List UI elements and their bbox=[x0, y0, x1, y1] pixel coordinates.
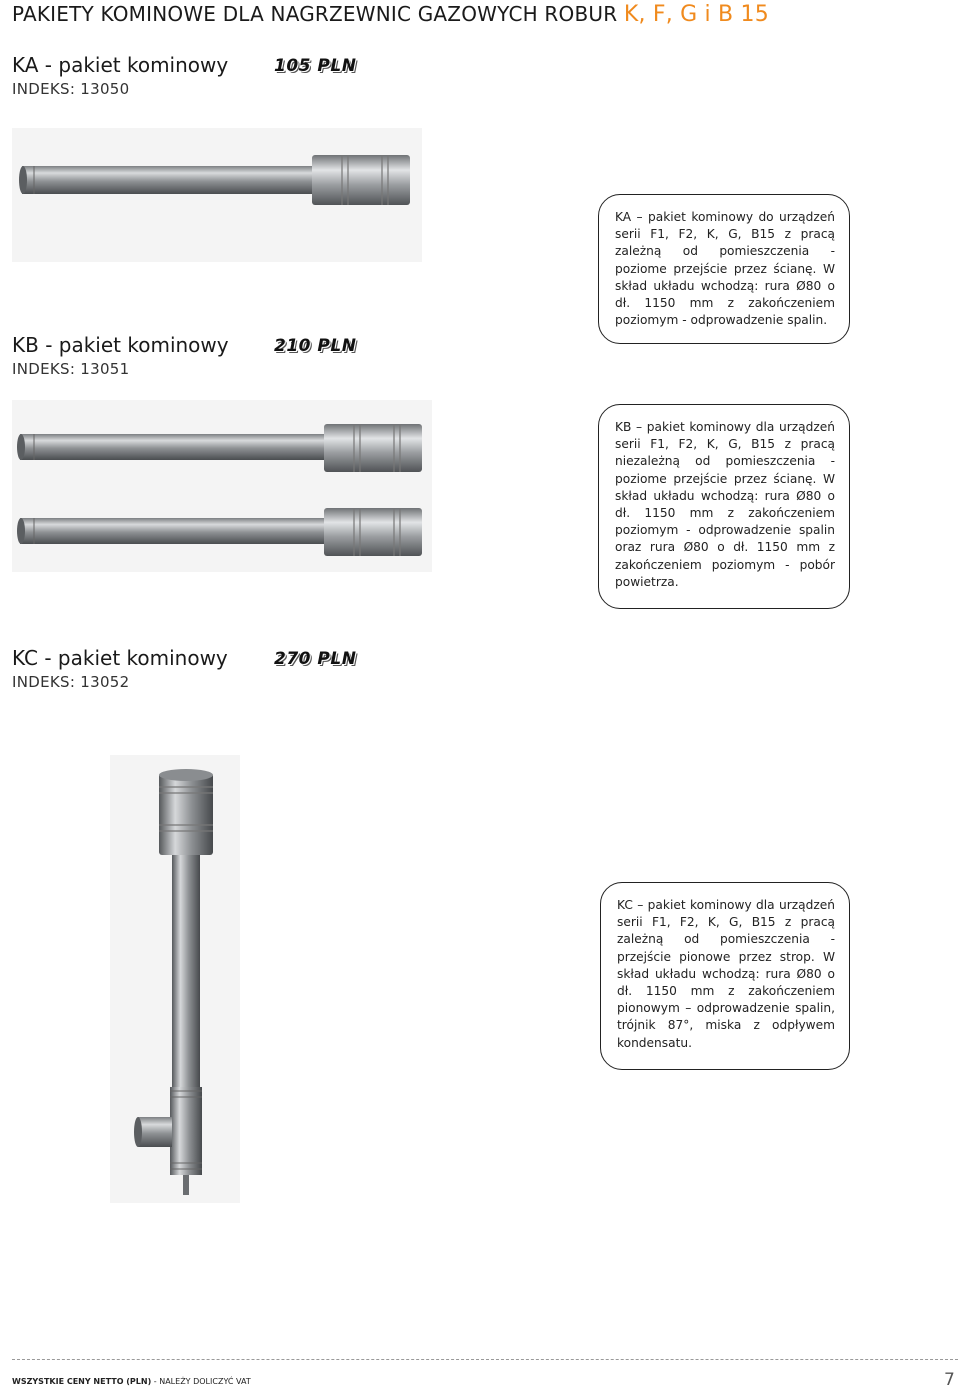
description-box-ka: KA – pakiet kominowy do urządzeń serii F1, F2, K, G, B15 z pracą zależną od pomieszczenia - poziome przejście przez ścianę. W skład układu wchodzą: rura Ø80 o dł. 1150 mm z zakończeniem poziomym - odprowadzenie spalin. bbox=[598, 194, 850, 344]
product-image-kb bbox=[12, 400, 432, 572]
product-price-kc: 270 PLN bbox=[274, 649, 357, 669]
product-image-kc bbox=[110, 755, 240, 1203]
footer-divider bbox=[12, 1359, 958, 1360]
footer-note bbox=[12, 1377, 251, 1386]
chimney-pipe-vertical-image bbox=[110, 755, 240, 1203]
description-box-kb: KB – pakiet kominowy dla urządzeń serii F1, F2, K, G, B15 z pracą niezależną od pomieszczenia - poziome przejście przez ścianę. W skład układu wchodzą: rura Ø80 o dł. 1150 mm z zakończeniem poziomym - odprowadzenie spalin oraz rura Ø80 o dł. 1150 mm z zakończeniem poziomym - pobór powietrza. bbox=[598, 404, 850, 609]
product-price-kb: 210 PLN bbox=[274, 336, 357, 356]
page-title-main: PAKIETY KOMINOWE DLA NAGRZEWNIC GAZOWYCH ROBUR bbox=[12, 2, 618, 26]
page-title bbox=[12, 2, 769, 27]
product-name-ka: KA - pakiet kominowy bbox=[12, 53, 229, 77]
chimney-pipes-pair-image bbox=[12, 400, 432, 572]
chimney-pipe-horizontal-image bbox=[12, 128, 422, 262]
page-number: 7 bbox=[944, 1370, 955, 1390]
product-name-kc: KC - pakiet kominowy bbox=[12, 646, 228, 670]
footer-note-bold: WSZYSTKIE CENY NETTO (PLN) bbox=[12, 1377, 152, 1386]
footer-note-rest: - NALEŻY DOLICZYĆ VAT bbox=[151, 1377, 251, 1386]
page-title-accent: K, F, G i B 15 bbox=[623, 2, 769, 27]
product-price-ka: 105 PLN bbox=[274, 56, 357, 76]
product-index-kc: INDEKS: 13052 bbox=[12, 673, 130, 691]
description-box-kc: KC – pakiet kominowy dla urządzeń serii F1, F2, K, G, B15 z pracą zależną od pomieszczenia - przejście pionowe przez strop. W skład układu wchodzą: rura Ø80 o dł. 1150 mm z zakończeniem pionowym – odprowadzenie spalin, trójnik 87°, miska z odpływem kondensatu. bbox=[600, 882, 850, 1070]
product-image-ka bbox=[12, 128, 422, 262]
product-index-ka: INDEKS: 13050 bbox=[12, 80, 130, 98]
product-name-kb: KB - pakiet kominowy bbox=[12, 333, 229, 357]
product-index-kb: INDEKS: 13051 bbox=[12, 360, 130, 378]
